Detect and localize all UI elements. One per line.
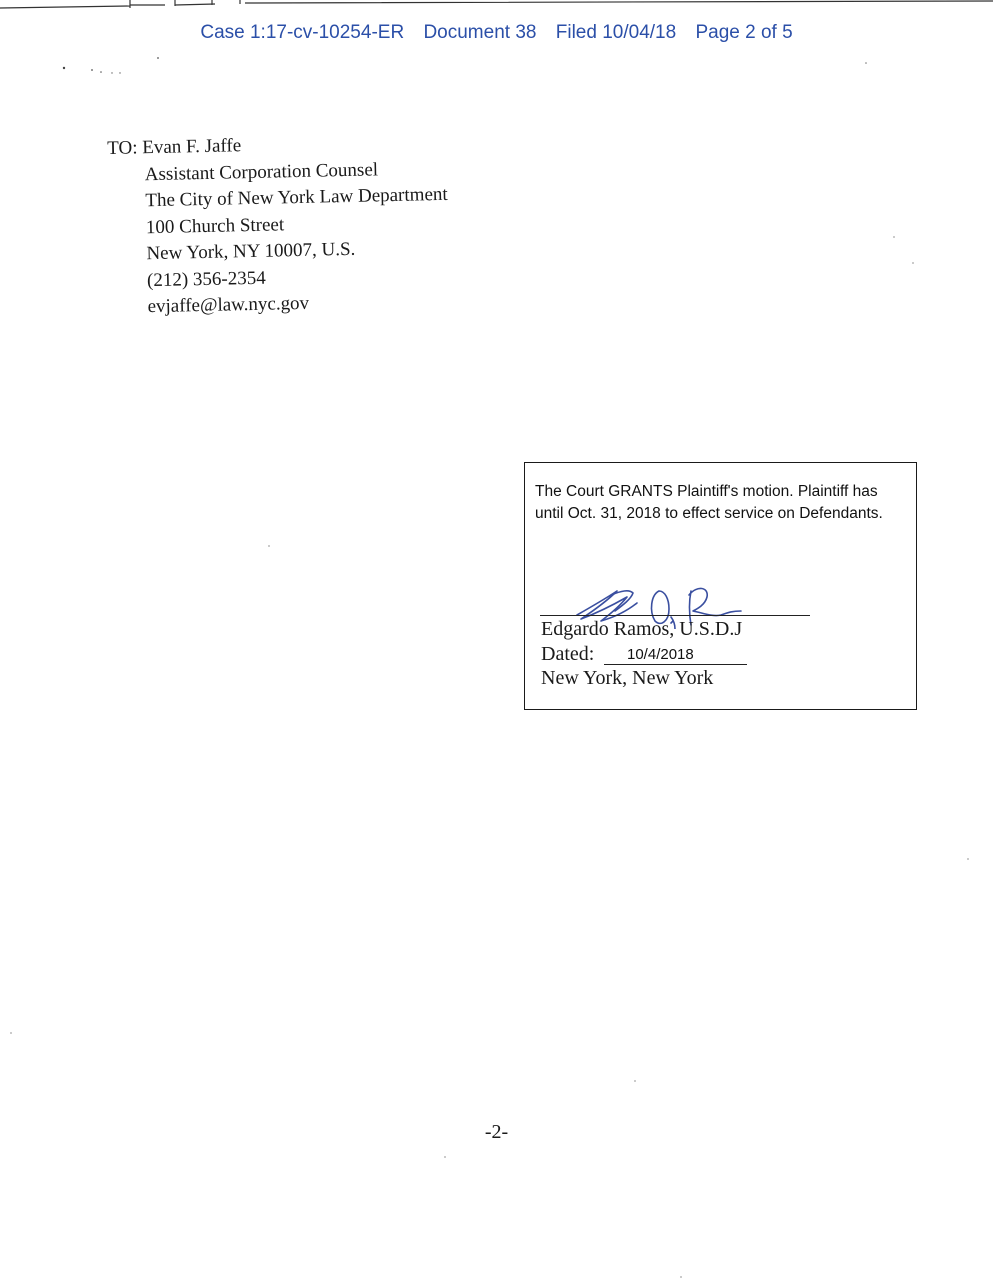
filed-date: Filed 10/04/18 (555, 22, 677, 43)
recipient-name: Evan F. Jaffe (142, 135, 242, 159)
scan-speck (967, 858, 969, 860)
scan-speck (10, 1032, 12, 1034)
page-number: -2- (484, 1121, 509, 1143)
judge-name: Edgardo Ramos, U.S.D.J (541, 618, 743, 640)
order-location: New York, New York (541, 667, 714, 689)
to-prefix: TO: (107, 137, 138, 159)
scan-speck (680, 1276, 682, 1278)
scan-speck (634, 1080, 636, 1082)
dated-underline (604, 664, 747, 665)
recipient-address-block (107, 127, 531, 321)
recipient-street: 100 Church Street (145, 213, 285, 238)
scan-speck (268, 545, 270, 547)
court-order-box (524, 462, 917, 710)
case-header (0, 22, 993, 44)
scan-speck (893, 236, 895, 238)
case-number: Case 1:17-cv-10254-ER (200, 22, 405, 43)
recipient-phone: (212) 356-2354 (146, 267, 266, 291)
dated-label: Dated: (541, 643, 595, 665)
page-indicator: Page 2 of 5 (695, 22, 793, 43)
recipient-email: evjaffe@law.nyc.gov (147, 292, 310, 318)
recipient-city: New York, NY 10007, U.S. (146, 238, 356, 265)
dated-value: 10/4/2018 (627, 646, 694, 663)
recipient-title: Assistant Corporation Counsel (144, 158, 379, 185)
recipient-organization: The City of New York Law Department (145, 183, 448, 212)
scan-speck (444, 1156, 446, 1158)
order-text: The Court GRANTS Plaintiff's motion. Plaintiff has until Oct. 31, 2018 to effect service on Defendants. (535, 483, 883, 522)
signature-line (540, 615, 810, 616)
scan-speck (912, 262, 914, 264)
document-number: Document 38 (423, 22, 537, 43)
